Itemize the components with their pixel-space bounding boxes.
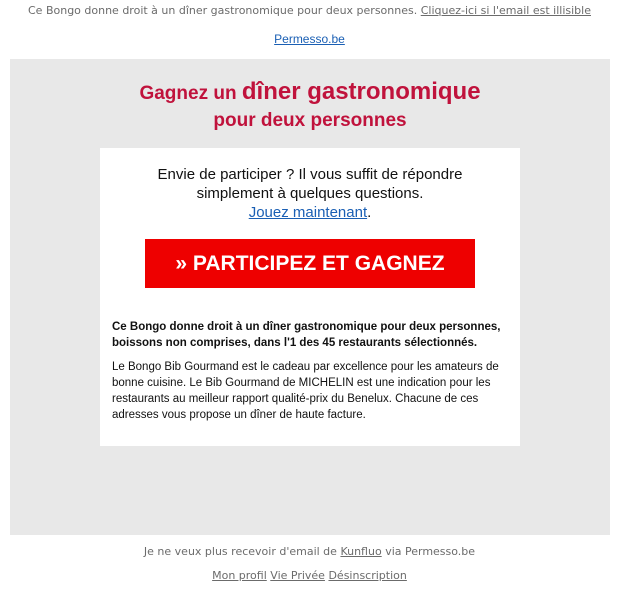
- profile-link[interactable]: Mon profil: [212, 569, 267, 582]
- footer-links: [0, 569, 619, 582]
- view-online-link[interactable]: Cliquez-ici si l'email est illisible: [420, 4, 591, 17]
- preheader: [0, 4, 619, 17]
- headline-line2: pour deux personnes: [213, 110, 407, 131]
- offer-summary: Ce Bongo donne droit à un dîner gastronomique pour deux personnes, boissons non comprises, dans l'1 des 45 restaurants sélectionnés.: [112, 321, 501, 349]
- preheader-text: Ce Bongo donne droit à un dîner gastronomique pour deux personnes.: [28, 4, 418, 17]
- brand-header: [0, 32, 619, 46]
- main-panel: [10, 59, 610, 535]
- brand-link[interactable]: Permesso.be: [274, 32, 345, 46]
- privacy-link[interactable]: Vie Privée: [270, 569, 325, 582]
- unsubscribe-link[interactable]: Désinscription: [328, 569, 407, 582]
- intro-link-suffix: .: [367, 204, 372, 221]
- unsubscribe-suffix: via Permesso.be: [385, 545, 476, 558]
- intro-text: [100, 165, 520, 222]
- offer-description: Le Bongo Bib Gourmand est le cadeau par excellence pour les amateurs de bonne cuisine. Le Bib Gourmand de MICHELIN est une indication pour les restaurants au meilleur rapport qualité-prix du Benelux. Chacune de ces adresses vous propose un dîner de haute facture.: [112, 361, 499, 421]
- headline: [10, 77, 610, 133]
- intro-line1: Envie de participer ? Il vous suffit de répondre: [157, 166, 463, 183]
- participate-button[interactable]: » PARTICIPEZ ET GAGNEZ: [145, 239, 475, 288]
- sender-link[interactable]: Kunfluo: [340, 545, 382, 558]
- unsubscribe-line: [0, 545, 619, 558]
- headline-emphasis: dîner gastronomique: [241, 78, 481, 105]
- content-box: [100, 148, 520, 446]
- headline-prefix: Gagnez un: [139, 83, 237, 104]
- unsubscribe-prefix: Je ne veux plus recevoir d'email de: [143, 545, 337, 558]
- intro-line2: simplement à quelques questions.: [196, 185, 424, 202]
- headline-line1: [10, 77, 610, 109]
- play-now-link[interactable]: Jouez maintenant: [248, 204, 368, 221]
- intro-line3: [100, 203, 520, 222]
